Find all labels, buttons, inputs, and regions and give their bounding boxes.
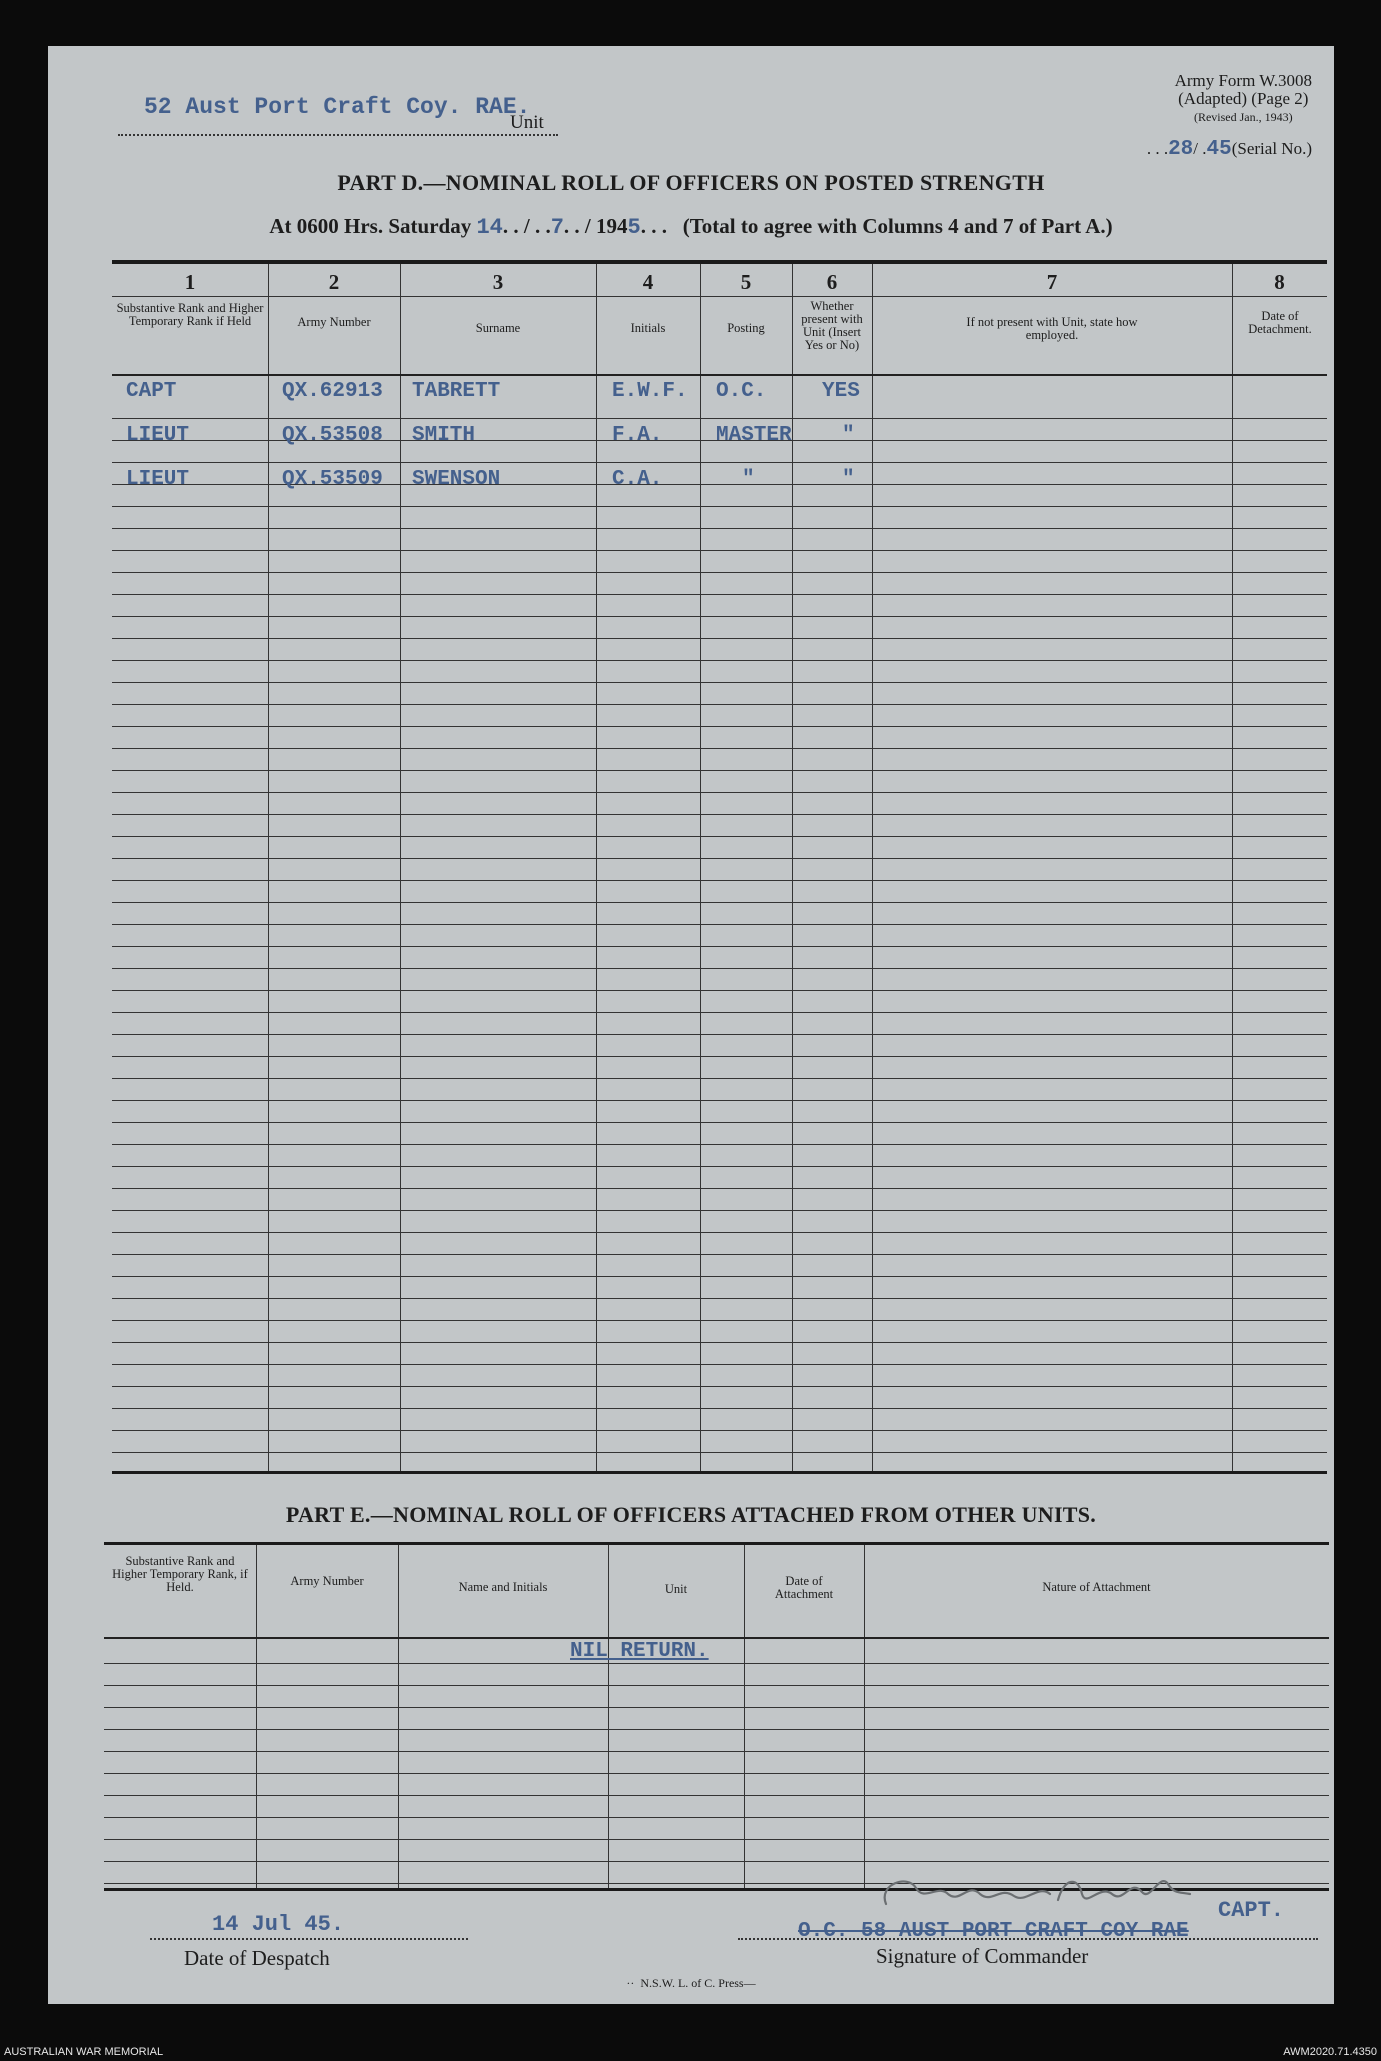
row2-surname: SMITH (412, 424, 476, 447)
row-rule (112, 594, 1327, 595)
handwritten-signature (868, 1864, 1208, 1924)
row1-present: YES (822, 380, 860, 403)
row-rule (104, 1817, 1329, 1818)
row-rule (104, 1751, 1329, 1752)
form-number: Army Form W.3008 (1174, 71, 1312, 90)
col-header-detachment: Date of Detachment. (1248, 309, 1312, 336)
col-number-8: 8 (1274, 270, 1285, 294)
form-adapted: (Adapted) (Page 2) (1178, 89, 1309, 108)
e-header-bottom-rule (104, 1637, 1329, 1639)
row-rule (112, 770, 1327, 771)
row-rule (112, 462, 1327, 463)
date-month: 7 (550, 215, 564, 240)
row2-initials: F.A. (612, 424, 663, 447)
e-header-unit: Unit (664, 1582, 688, 1596)
part-e-title: PART E.—NOMINAL ROLL OF OFFICERS ATTACHED FROM OTHER UNITS. (285, 1502, 1097, 1527)
row-rule (112, 1188, 1327, 1189)
header-rule (112, 296, 1327, 297)
row2-posting: MASTER (716, 424, 792, 447)
col-divider (872, 264, 873, 1471)
row-rule (112, 528, 1327, 529)
row1-posting: O.C. (716, 380, 767, 403)
row-rule (112, 418, 1327, 419)
row3-present: " (842, 468, 855, 491)
row-rule (112, 1342, 1327, 1343)
unit-value: 52 Aust Port Craft Coy. RAE. (144, 94, 531, 120)
despatch-label: Date of Despatch (184, 1946, 330, 1970)
date-day: 14 (476, 215, 503, 240)
row-rule (112, 1430, 1327, 1431)
col-number-6: 6 (826, 270, 838, 294)
footer-right: AWM2020.71.4350 (1283, 2046, 1377, 2058)
col-divider (256, 1545, 257, 1888)
row3-rank: LIEUT (126, 468, 190, 491)
e-header-name: Name and Initials (458, 1580, 548, 1594)
row-rule (112, 946, 1327, 947)
row-rule (104, 1707, 1329, 1708)
col-header-employment: If not present with Unit, state how employed. (966, 315, 1138, 342)
row3-initials: C.A. (612, 468, 663, 491)
row-rule (112, 748, 1327, 749)
form-page (48, 46, 1334, 2004)
col-divider (608, 1545, 609, 1888)
col-divider (268, 264, 269, 1471)
press-imprint: ·· N.S.W. L. of C. Press— (626, 1976, 756, 1990)
row-rule (112, 1452, 1327, 1453)
row-rule (112, 836, 1327, 837)
row-rule (112, 1364, 1327, 1365)
total-note: (Total to agree with Columns 4 and 7 of Part A.) (682, 214, 1113, 238)
row-rule (112, 1232, 1327, 1233)
row-rule (112, 968, 1327, 969)
row1-army-number: QX.62913 (282, 380, 383, 403)
row-rule (104, 1795, 1329, 1796)
row-rule (112, 1100, 1327, 1101)
row-rule (112, 880, 1327, 881)
year-suffix: 5 (627, 215, 641, 240)
commander-designation: O.C. 58 AUST PORT CRAFT COY RAE (798, 1920, 1189, 1943)
col-divider (596, 264, 597, 1471)
row-rule (112, 1276, 1327, 1277)
col-divider (1232, 264, 1233, 1471)
row-rule (104, 1773, 1329, 1774)
col-header-surname: Surname (475, 321, 521, 335)
strength-date-line: At 0600 Hrs. Saturday 14. . / . .7. . / 1945. . . (Total to agree with Columns 4 and 7 of Part A.) (269, 214, 1113, 240)
row3-posting: " (742, 468, 755, 491)
row-rule (112, 1210, 1327, 1211)
row-rule (112, 506, 1327, 507)
serial-label: (Serial No.) (1231, 139, 1312, 158)
col-divider (398, 1545, 399, 1888)
row-rule (112, 1078, 1327, 1079)
row-rule (112, 858, 1327, 859)
serial-number: . . .28/ .45(Serial No.) (1146, 138, 1312, 161)
row-rule (112, 1254, 1327, 1255)
form-identifier (1175, 72, 1312, 126)
row-rule (112, 1034, 1327, 1035)
row-rule (104, 1839, 1329, 1840)
at-prefix: At 0600 Hrs. Saturday (269, 214, 472, 238)
signature-label: Signature of Commander (876, 1944, 1089, 1968)
row1-surname: TABRETT (412, 380, 501, 403)
serial-prefix: 28 (1168, 138, 1194, 161)
part-e-table (104, 1542, 1329, 1891)
col-number-5: 5 (740, 270, 752, 294)
row-rule (104, 1861, 1329, 1862)
col-header-initials: Initials (630, 321, 666, 335)
serial-value: 45 (1206, 138, 1232, 161)
row3-army-number: QX.53509 (282, 468, 383, 491)
col-divider (744, 1545, 745, 1888)
despatch-date: 14 Jul 45. (212, 1912, 345, 1937)
row-rule (112, 814, 1327, 815)
row-rule (112, 1320, 1327, 1321)
row-rule (112, 902, 1327, 903)
col-number-3: 3 (492, 270, 504, 294)
year-prefix: 194 (596, 214, 628, 238)
col-number-1: 1 (184, 270, 196, 294)
col-divider (864, 1545, 865, 1888)
signature-dotted-line (738, 1938, 1318, 1940)
signature-rank: CAPT. (1218, 1898, 1285, 1923)
col-number-7: 7 (1046, 270, 1058, 294)
col-divider (400, 264, 401, 1471)
col-divider (700, 264, 701, 1471)
row-rule (112, 1056, 1327, 1057)
row-rule (112, 792, 1327, 793)
row-rule (112, 682, 1327, 683)
row-rule (104, 1663, 1329, 1664)
row1-rank: CAPT (126, 380, 177, 403)
row-rule (112, 1386, 1327, 1387)
col-number-2: 2 (328, 270, 340, 294)
row3-surname: SWENSON (412, 468, 501, 491)
row2-army-number: QX.53508 (282, 424, 383, 447)
col-header-present: Whether present with Unit (Insert Yes or No) (801, 299, 863, 352)
row-rule (112, 726, 1327, 727)
row-rule (112, 924, 1327, 925)
row-rule (112, 638, 1327, 639)
part-d-table (112, 260, 1327, 1474)
footer-left: AUSTRALIAN WAR MEMORIAL (4, 2046, 164, 2058)
row1-initials: E.W.F. (612, 380, 688, 403)
e-header-army-number: Army Number (290, 1574, 364, 1588)
row2-present: " (842, 424, 855, 447)
col-divider (792, 264, 793, 1471)
despatch-dotted-line (150, 1938, 468, 1940)
row-rule (112, 990, 1327, 991)
col-number-4: 4 (642, 270, 654, 294)
row-rule (112, 1012, 1327, 1013)
row-rule (112, 572, 1327, 573)
unit-label: Unit (510, 112, 544, 133)
row-rule (112, 1408, 1327, 1409)
row-rule (112, 616, 1327, 617)
col-header-army-number: Army Number (297, 315, 371, 329)
row-rule (112, 704, 1327, 705)
row2-rank: LIEUT (126, 424, 190, 447)
e-header-date: Date of Attachment (774, 1574, 834, 1601)
row-rule (112, 660, 1327, 661)
e-header-nature: Nature of Attachment (1042, 1580, 1151, 1594)
header-bottom-rule (112, 374, 1327, 376)
col-header-posting: Posting (727, 321, 765, 335)
press-text: N.S.W. L. of C. Press— (640, 1976, 756, 1990)
form-revised: (Revised Jan., 1943) (1193, 110, 1293, 124)
col-header-rank: Substantive Rank and Higher Temporary Rank if Held (116, 301, 264, 328)
row-rule (104, 1685, 1329, 1686)
row-rule (104, 1729, 1329, 1730)
part-d-title: PART D.—NOMINAL ROLL OF OFFICERS ON POSTED STRENGTH (337, 170, 1045, 195)
e-header-rank: Substantive Rank and Higher Temporary Rank, if Held. (112, 1554, 248, 1594)
row-rule (112, 1122, 1327, 1123)
row-rule (112, 1298, 1327, 1299)
nil-return-stamp: NIL RETURN. (570, 1640, 709, 1663)
row-rule (112, 550, 1327, 551)
row-rule (112, 1166, 1327, 1167)
row-rule (112, 1144, 1327, 1145)
